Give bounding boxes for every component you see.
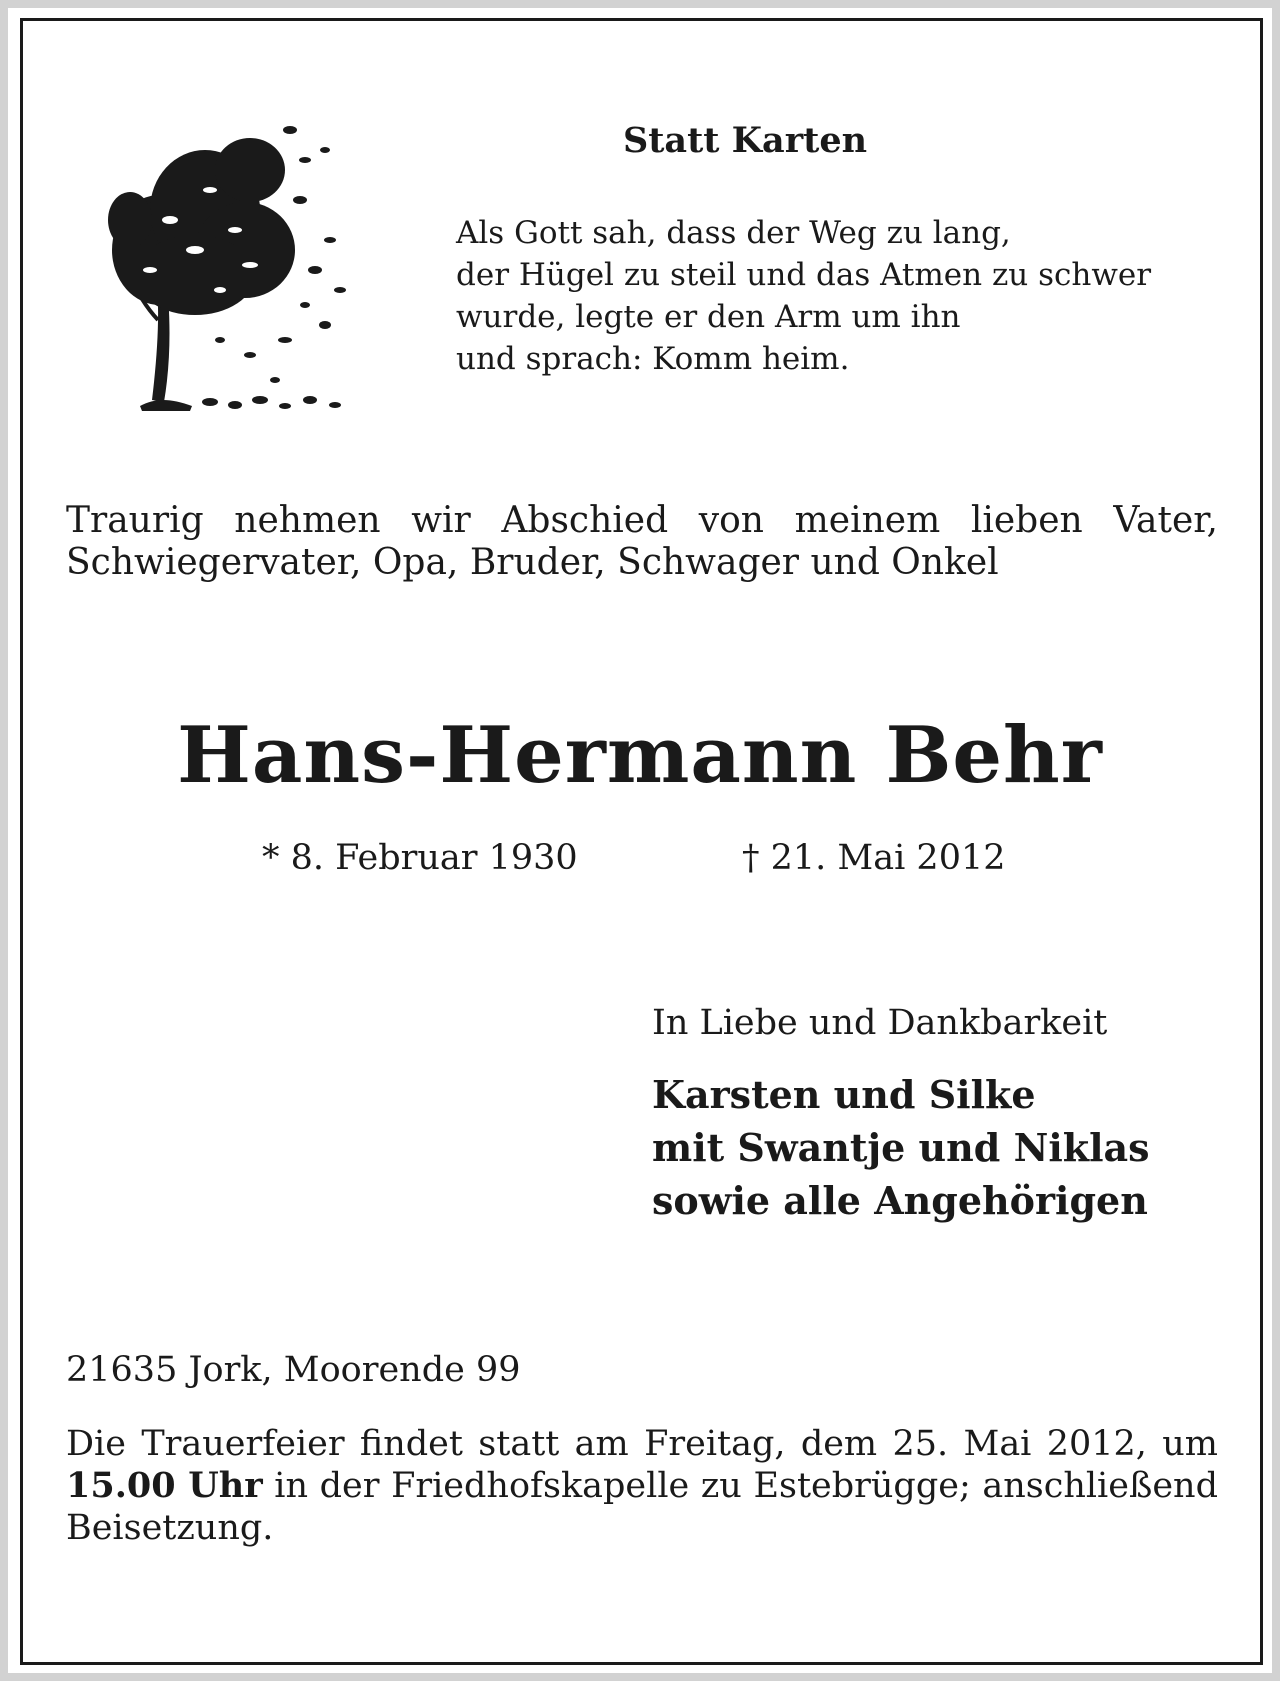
statt-karten-heading: Statt Karten (622, 120, 868, 161)
service-info (66, 1423, 1218, 1549)
family-line: sowie alle Angehörigen (652, 1178, 1148, 1223)
intro-text: Traurig nehmen wir Abschied von meinem lieben Vater, Schwiegervater, Opa, Bruder, Schwager und Onkel (66, 500, 1218, 583)
service-text: Die Trauerfeier findet statt am Freitag, dem 25. Mai 2012, um (66, 1424, 1218, 1464)
address: 21635 Jork, Moorende 99 (66, 1350, 521, 1390)
poem-line: und sprach: Komm heim. (456, 341, 850, 377)
family-line: Karsten und Silke (652, 1072, 1036, 1117)
family-line: mit Swantje und Niklas (652, 1125, 1150, 1170)
service-time: 15.00 Uhr (66, 1465, 263, 1506)
deceased-name: Hans-Hermann Behr (177, 710, 1103, 801)
poem-line: Als Gott sah, dass der Weg zu lang, (456, 215, 1011, 251)
family-signature (652, 1068, 1150, 1227)
death-date: † 21. Mai 2012 (742, 838, 1006, 878)
poem (456, 212, 1236, 380)
poem-line: wurde, legte er den Arm um ihn (456, 299, 961, 335)
windblown-tree-icon (100, 100, 360, 420)
service-text: in der Friedhofskapelle zu Estebrügge; anschließend Beisetzung. (66, 1466, 1218, 1548)
poem-line: der Hügel zu steil und das Atmen zu schwer (456, 257, 1152, 293)
birth-date: * 8. Februar 1930 (262, 838, 578, 878)
closing-line: In Liebe und Dankbarkeit (652, 1003, 1108, 1043)
